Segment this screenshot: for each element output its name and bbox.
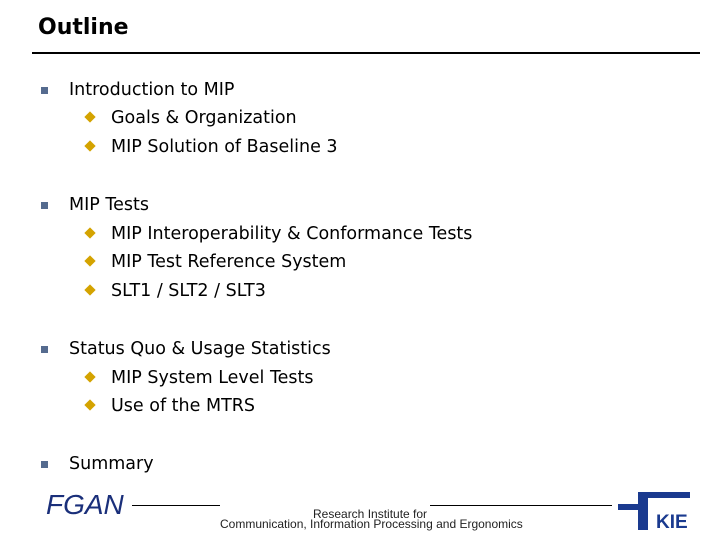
diamond-bullet-icon: [84, 371, 95, 382]
fkie-logo-icon: [612, 488, 692, 532]
outline-subitem-label: MIP Test Reference System: [111, 252, 347, 272]
outline-item-label: MIP Tests: [69, 195, 149, 215]
fgan-logo-text: FGAN: [46, 489, 124, 520]
outline-item-label: Status Quo & Usage Statistics: [69, 339, 331, 359]
outline-subitem-label: MIP System Level Tests: [111, 368, 314, 388]
outline-subitem-label: Use of the MTRS: [111, 396, 256, 416]
outline-subitem-label: MIP Solution of Baseline 3: [111, 137, 338, 157]
outline-subitem-label: MIP Interoperability & Conformance Tests: [111, 224, 473, 244]
logo-text: KIE: [656, 512, 688, 532]
diamond-bullet-icon: [84, 399, 95, 410]
institute-name-line1: Research Institute for: [313, 507, 428, 521]
institute-name-line2: Communication, Information Processing and Ergonomics: [220, 517, 523, 531]
square-bullet-icon: [41, 346, 48, 353]
diamond-bullet-icon: [84, 284, 95, 295]
square-bullet-icon: [41, 87, 48, 94]
slide-title: Outline: [38, 15, 129, 40]
diamond-bullet-icon: [84, 227, 95, 238]
outline-item-label: Summary: [69, 454, 154, 474]
diamond-bullet-icon: [84, 255, 95, 266]
footer-divider-right: [430, 505, 612, 506]
outline-item-label: Introduction to MIP: [69, 80, 235, 100]
footer-divider-left: [132, 505, 220, 506]
square-bullet-icon: [41, 461, 48, 468]
outline-subitem-label: Goals & Organization: [111, 108, 297, 128]
outline-subitem-label: SLT1 / SLT2 / SLT3: [111, 281, 266, 301]
square-bullet-icon: [41, 202, 48, 209]
diamond-bullet-icon: [84, 111, 95, 122]
diamond-bullet-icon: [84, 140, 95, 151]
